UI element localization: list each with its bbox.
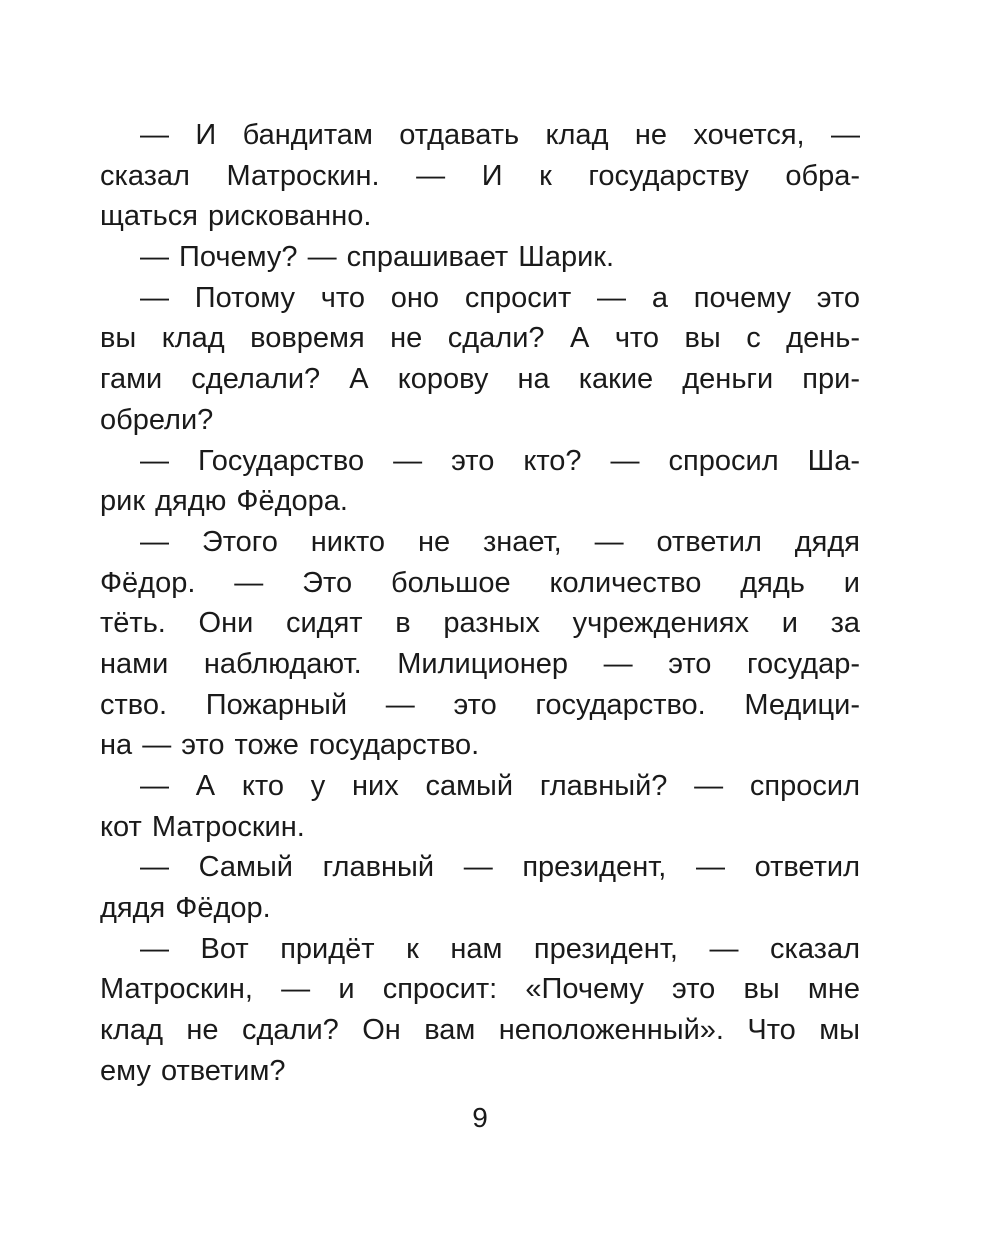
text-line: сказал Матроскин. — И к государству обра- xyxy=(100,159,860,192)
text-line: — А кто у них самый главный? — спросил xyxy=(140,770,860,802)
text-line: нами наблюдают. Милиционер — это государ- xyxy=(100,647,860,680)
paragraph xyxy=(100,766,860,847)
text-line: — Государство — это кто? — спросил Ша- xyxy=(140,444,860,477)
text-line: — Вот придёт к нам президент, — сказал xyxy=(140,932,860,965)
page-number: 9 xyxy=(472,1102,488,1133)
text-line: Матроскин, — и спросит: «Почему это вы мне xyxy=(100,973,860,1006)
text-line: гами сделали? А корову на какие деньги при- xyxy=(100,363,860,396)
text-line: дядя Фёдор. xyxy=(100,892,271,925)
text-line: — Потому что оно спросит — а почему это xyxy=(140,281,860,314)
text-line: — И бандитам отдавать клад не хочется, — xyxy=(140,119,860,151)
paragraph xyxy=(100,847,860,928)
text-line: тёть. Они сидят в разных учреждениях и за xyxy=(100,607,860,640)
text-line: на — это тоже государство. xyxy=(100,729,480,762)
text-line: — Почему? — спрашивает Шарик. xyxy=(140,241,615,274)
text-line: обрели? xyxy=(100,403,214,436)
text-line: щаться рискованно. xyxy=(100,200,372,233)
text-line: кот Матроскин. xyxy=(100,810,305,843)
paragraph xyxy=(100,237,860,278)
text-line: рик дядю Фёдора. xyxy=(100,485,348,518)
text-line: Фёдор. — Это большое количество дядь и xyxy=(100,566,860,599)
paragraph xyxy=(100,278,860,441)
text-line: ему ответим? xyxy=(100,1054,286,1087)
text-line: ство. Пожарный — это государство. Медици- xyxy=(100,688,860,721)
text-line: клад не сдали? Он вам неположенный». Что мы xyxy=(100,1014,860,1047)
paragraph xyxy=(100,441,860,522)
text-line: — Этого никто не знает, — ответил дядя xyxy=(140,525,860,558)
paragraph xyxy=(100,115,860,237)
text-line: — Самый главный — президент, — ответил xyxy=(140,851,860,884)
paragraph xyxy=(100,929,860,1092)
text-line: вы клад вовремя не сдали? А что вы с день- xyxy=(100,322,860,355)
paragraph xyxy=(100,522,860,766)
body-text xyxy=(100,115,860,1092)
